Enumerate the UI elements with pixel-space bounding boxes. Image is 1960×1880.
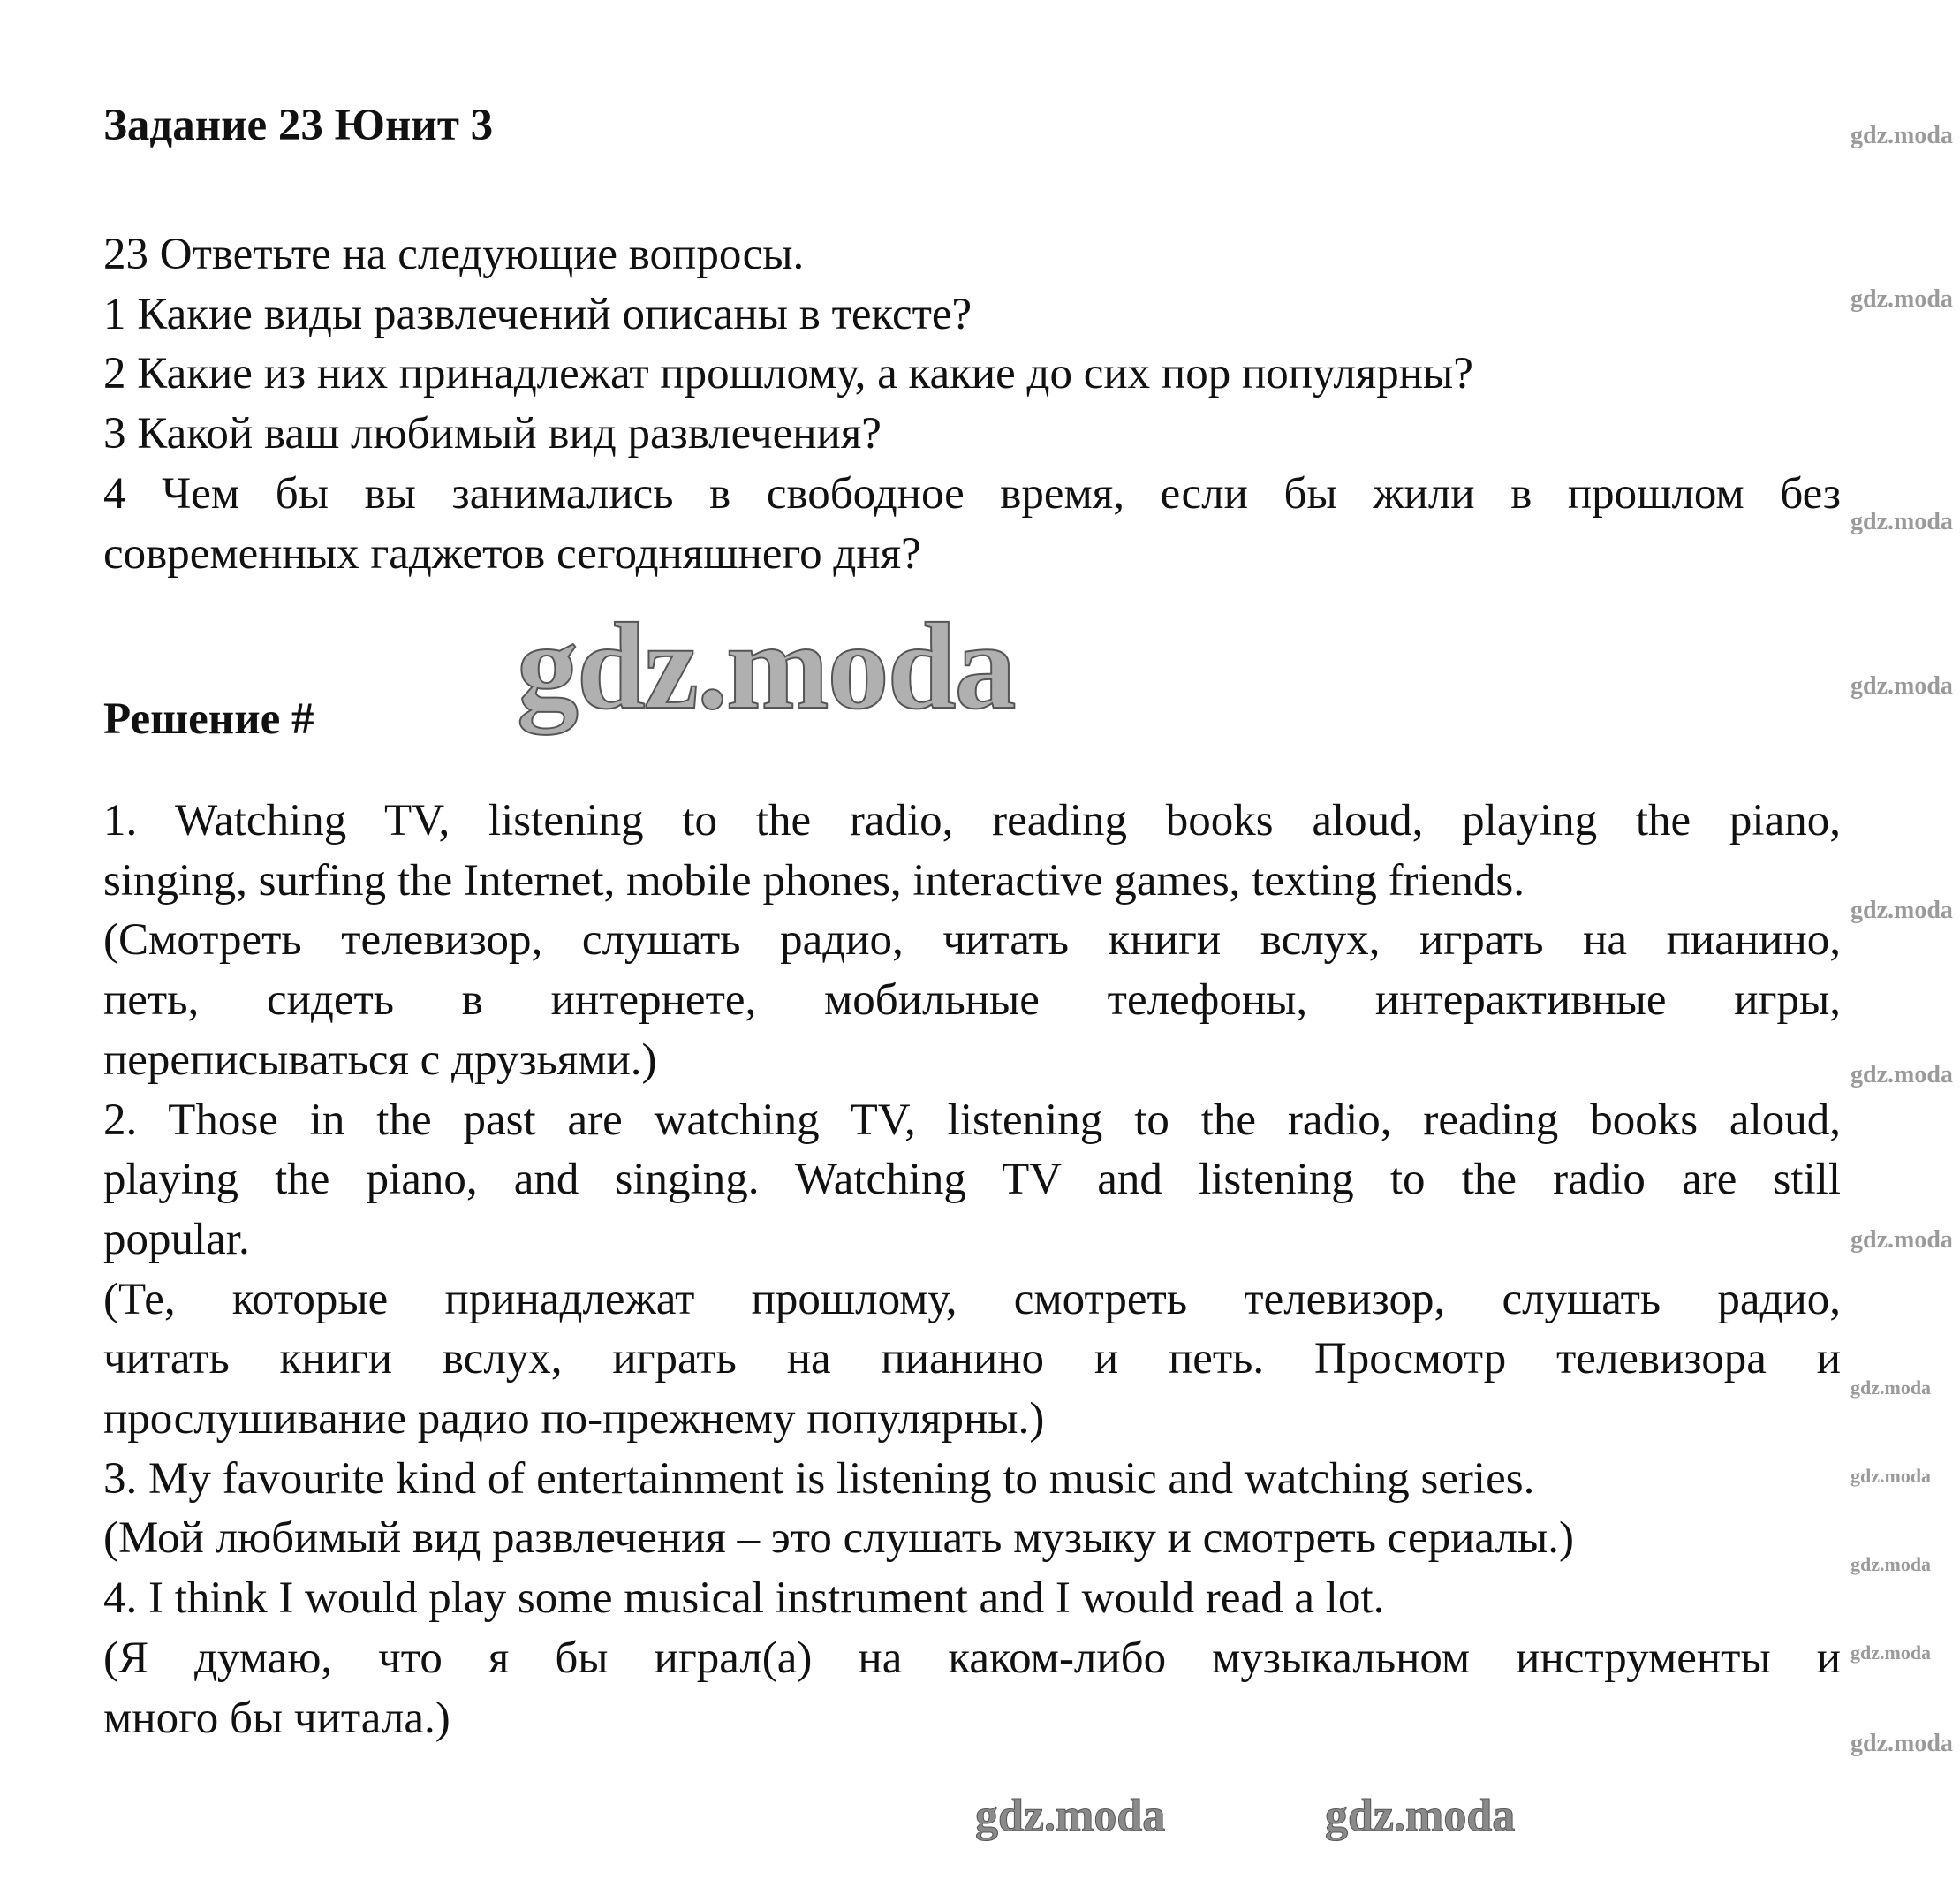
watermark: gdz.moda bbox=[1850, 1641, 1932, 1664]
watermark: gdz.moda bbox=[1850, 122, 1953, 149]
answer-line: popular. bbox=[103, 1214, 250, 1264]
answer-line: 1. Watching TV, listening to the radio, reading books aloud, playing the piano, bbox=[103, 796, 1841, 845]
answer-line: читать книги вслух, играть на пианино и петь. Просмотр телевизора и bbox=[103, 1334, 1841, 1384]
answer-line: прослушивание радио по-прежнему популярны.) bbox=[103, 1394, 1045, 1444]
watermark: gdz.moda bbox=[1850, 672, 1953, 700]
answer-line: много бы читала.) bbox=[103, 1693, 450, 1743]
watermark: gdz.moda bbox=[1850, 1730, 1953, 1757]
answer-line: (Мой любимый вид развлечения – это слушать музыку и смотреть сериалы.) bbox=[103, 1513, 1574, 1564]
question-line: 4 Чем бы вы занимались в свободное время, если бы жили в прошлом без bbox=[103, 468, 1841, 519]
answers bbox=[103, 792, 1841, 1748]
answer-line: переписываться с друзьями.) bbox=[103, 1035, 657, 1085]
question-line: 2 Какие из них принадлежат прошлому, а какие до сих пор популярны? bbox=[103, 349, 1473, 399]
question-line: 3 Какой ваш любимый вид развлечения? bbox=[103, 409, 882, 459]
watermark-large: gdz.moda bbox=[517, 598, 1015, 735]
questions bbox=[103, 225, 1841, 584]
question-line: 23 Ответьте на следующие вопросы. bbox=[103, 230, 805, 279]
solution-heading: Решение # bbox=[103, 694, 314, 744]
answer-line: singing, surfing the Internet, mobile phones, interactive games, texting friends. bbox=[103, 855, 1525, 906]
watermark: gdz.moda bbox=[1850, 897, 1953, 924]
question-line: 1 Какие виды развлечений описаны в тексте? bbox=[103, 289, 972, 339]
answer-line: playing the piano, and singing. Watching TV and listening to the radio are still bbox=[103, 1155, 1841, 1205]
watermark: gdz.moda bbox=[1325, 1791, 1516, 1841]
watermark: gdz.moda bbox=[1850, 1061, 1953, 1088]
answer-line: 2. Those in the past are watching TV, listening to the radio, reading books aloud, bbox=[103, 1095, 1841, 1145]
watermark: gdz.moda bbox=[1850, 285, 1953, 313]
watermark: gdz.moda bbox=[1850, 1226, 1953, 1254]
watermark: gdz.moda bbox=[975, 1791, 1166, 1841]
answer-line: петь, сидеть в интернете, мобильные телефоны, интерактивные игры, bbox=[103, 975, 1841, 1026]
watermark: gdz.moda bbox=[1850, 1376, 1932, 1399]
answer-line: 3. My favourite kind of entertainment is listening to music and watching series. bbox=[103, 1453, 1535, 1504]
answer-line: (Я думаю, что я бы играл(а) на каком-либо музыкальном инструменты и bbox=[103, 1633, 1841, 1683]
answer-line: (Смотреть телевизор, слушать радио, читать книги вслух, играть на пианино, bbox=[103, 915, 1841, 966]
answer-line: 4. I think I would play some musical instrument and I would read a lot. bbox=[103, 1573, 1385, 1624]
question-line: современных гаджетов сегодняшнего дня? bbox=[103, 528, 921, 579]
answer-line: (Те, которые принадлежат прошлому, смотреть телевизор, слушать радио, bbox=[103, 1274, 1841, 1324]
watermark: gdz.moda bbox=[1850, 1465, 1932, 1487]
watermark: gdz.moda bbox=[1850, 508, 1953, 535]
watermark: gdz.moda bbox=[1850, 1553, 1932, 1575]
page-title: Задание 23 Юнит 3 bbox=[103, 101, 494, 150]
